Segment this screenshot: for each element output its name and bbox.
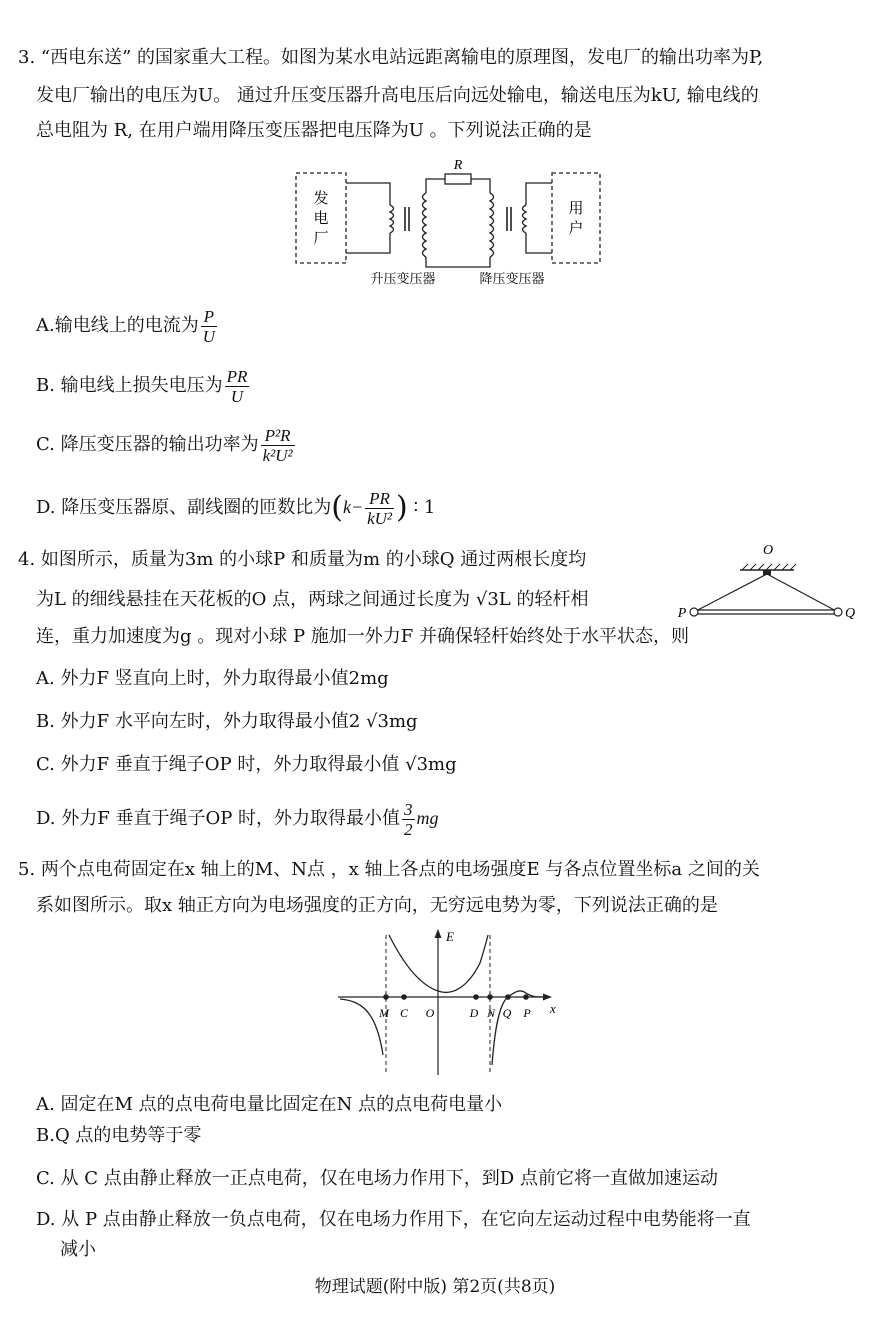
- plant-char-2: 电: [313, 211, 329, 227]
- string-oq: [767, 574, 838, 612]
- q3-d-fraction: $\frac{PR}{\text{kU²}}$: [367, 488, 393, 528]
- step-down-label: 降压变压器: [479, 271, 545, 286]
- point-q: [505, 994, 511, 1000]
- q5-option-c: C. 从 C 点由静止释放一正点电荷，仅在电场力作用下，到D 点前它将一直做加速运动: [36, 1168, 718, 1189]
- plant-char-3: 厂: [313, 231, 329, 247]
- q5-stem-line2: 系如图所示。取x 轴正方向为电场强度的正方向，无穷远电势为零，下列说法正确的是: [36, 895, 718, 916]
- q3-option-b: [36, 366, 251, 406]
- q3-b-fraction: $\frac{PR}{U}$: [226, 366, 248, 406]
- step-down-secondary-coil: [523, 205, 527, 233]
- q3-b-text: B. 输电线上损失电压为: [36, 375, 223, 396]
- ball-q: [834, 608, 842, 616]
- q4-d-text: D. 外力F 垂直于绳子OP 时，外力取得最小值: [36, 808, 401, 829]
- q4-option-d: [36, 796, 439, 841]
- x-axis-label: x: [550, 1001, 556, 1016]
- resistor-label: R: [453, 158, 463, 173]
- q3-c-text: C. 降压变压器的输出功率为: [36, 434, 259, 455]
- label-m: M: [379, 1006, 389, 1020]
- q4-stem-line2: 为L 的细线悬挂在天花板的O 点，两球之间通过长度为 √3L 的轻杆相: [36, 589, 589, 610]
- step-up-secondary-coil: [423, 193, 427, 257]
- q5-stem-line1: 5. 两个点电荷固定在x 轴上的M、N点 ，x 轴上各点的电场强度E 与各点位置坐标a 之间的关: [18, 859, 760, 880]
- line-resistor: [445, 174, 471, 184]
- point-o-label: O: [762, 543, 774, 558]
- q3-stem-line2: 发电厂输出的电压为U。 通过升压变压器升高电压后向远处输电，输送电压为kU, 输电线的: [36, 85, 759, 106]
- q4-option-b: B. 外力F 水平向左时，外力取得最小值2 √3mg: [36, 711, 418, 732]
- q4-d-tail: mg: [416, 808, 439, 828]
- q4-d-fraction: $\frac{3}{2}$: [404, 799, 413, 839]
- q3-transmission-diagram: [290, 155, 610, 295]
- q3-option-c: [36, 425, 297, 465]
- curve-right-of-n: [492, 991, 544, 1065]
- user-char-2: 户: [568, 221, 584, 237]
- label-c: C: [399, 1006, 409, 1020]
- step-up-primary-coil: [390, 205, 394, 233]
- point-p: [523, 994, 529, 1000]
- e-axis-label: E: [446, 929, 454, 944]
- ball-p: [690, 608, 698, 616]
- q5-option-d-line2: 减小: [60, 1239, 96, 1260]
- q3-d-text: D. 降压变压器原、副线圈的匝数比为: [36, 497, 332, 518]
- q3-stem-line1: 3. “西电东送” 的国家重大工程。如图为某水电站远距离输电的原理图，发电厂的输出功率为P,: [18, 47, 764, 68]
- ball-p-label: P: [677, 606, 687, 621]
- q5-option-d-line1: D. 从 P 点由静止释放一负点电荷，仅在电场力作用下，在它向左运动过程中电势能将一直: [36, 1209, 751, 1230]
- q4-pendulum-diagram: [672, 540, 862, 625]
- step-up-label: 升压变压器: [370, 271, 436, 286]
- q3-a-text: A.输电线上的电流为: [36, 315, 199, 336]
- point-m: [383, 994, 389, 1000]
- q4-option-c: C. 外力F 垂直于绳子OP 时，外力取得最小值 √3mg: [36, 754, 457, 775]
- label-q: Q: [502, 1006, 512, 1020]
- user-box: [552, 173, 600, 263]
- point-d: [473, 994, 479, 1000]
- q5-field-graph: [330, 925, 570, 1080]
- step-down-primary-coil: [490, 193, 494, 257]
- q3-d-k: k−: [342, 497, 364, 517]
- user-char-1: 用: [568, 201, 584, 217]
- point-c: [401, 994, 407, 1000]
- q3-option-d: D. 降压变压器原、副线圈的匝数比为(k− $\frac{PR}{\text{kU²}}$ ) ∶ 1: [36, 488, 436, 528]
- plant-char-1: 发: [313, 191, 329, 207]
- q3-a-fraction: $\frac{P}{U}$: [202, 306, 216, 346]
- label-p: P: [523, 1006, 531, 1020]
- q4-stem-line1: 4. 如图所示，质量为3m 的小球P 和质量为m 的小球Q 通过两根长度均: [18, 549, 587, 570]
- q3-option-a: [36, 306, 219, 346]
- q4-option-a: A. 外力F 竖直向上时，外力取得最小值2mg: [36, 668, 389, 689]
- label-d: D: [469, 1006, 479, 1020]
- page-footer: 物理试题(附中版) 第2页(共8页): [314, 1277, 556, 1297]
- q3-stem-line3: 总电阻为 R, 在用户端用降压变压器把电压降为U 。下列说法正确的是: [36, 120, 592, 141]
- q5-option-b: B.Q 点的电势等于零: [36, 1125, 202, 1146]
- label-o: O: [425, 1006, 435, 1020]
- q5-option-a: A. 固定在M 点的点电荷电量比固定在N 点的点电荷电量小: [36, 1094, 503, 1115]
- label-n: N: [486, 1006, 496, 1020]
- q3-c-fraction: $\frac{\text{P²R}}{\text{k²U²}}$: [262, 425, 293, 465]
- point-n: [487, 994, 493, 1000]
- q4-stem-line3: 连，重力加速度为g 。现对小球 P 施加一外力F 并确保轻杆始终处于水平状态，则: [36, 626, 690, 647]
- q3-d-tail: ∶ 1: [413, 497, 436, 518]
- ball-q-label: Q: [844, 606, 856, 621]
- string-op: [694, 574, 767, 612]
- curve-left-of-m: [340, 999, 383, 1055]
